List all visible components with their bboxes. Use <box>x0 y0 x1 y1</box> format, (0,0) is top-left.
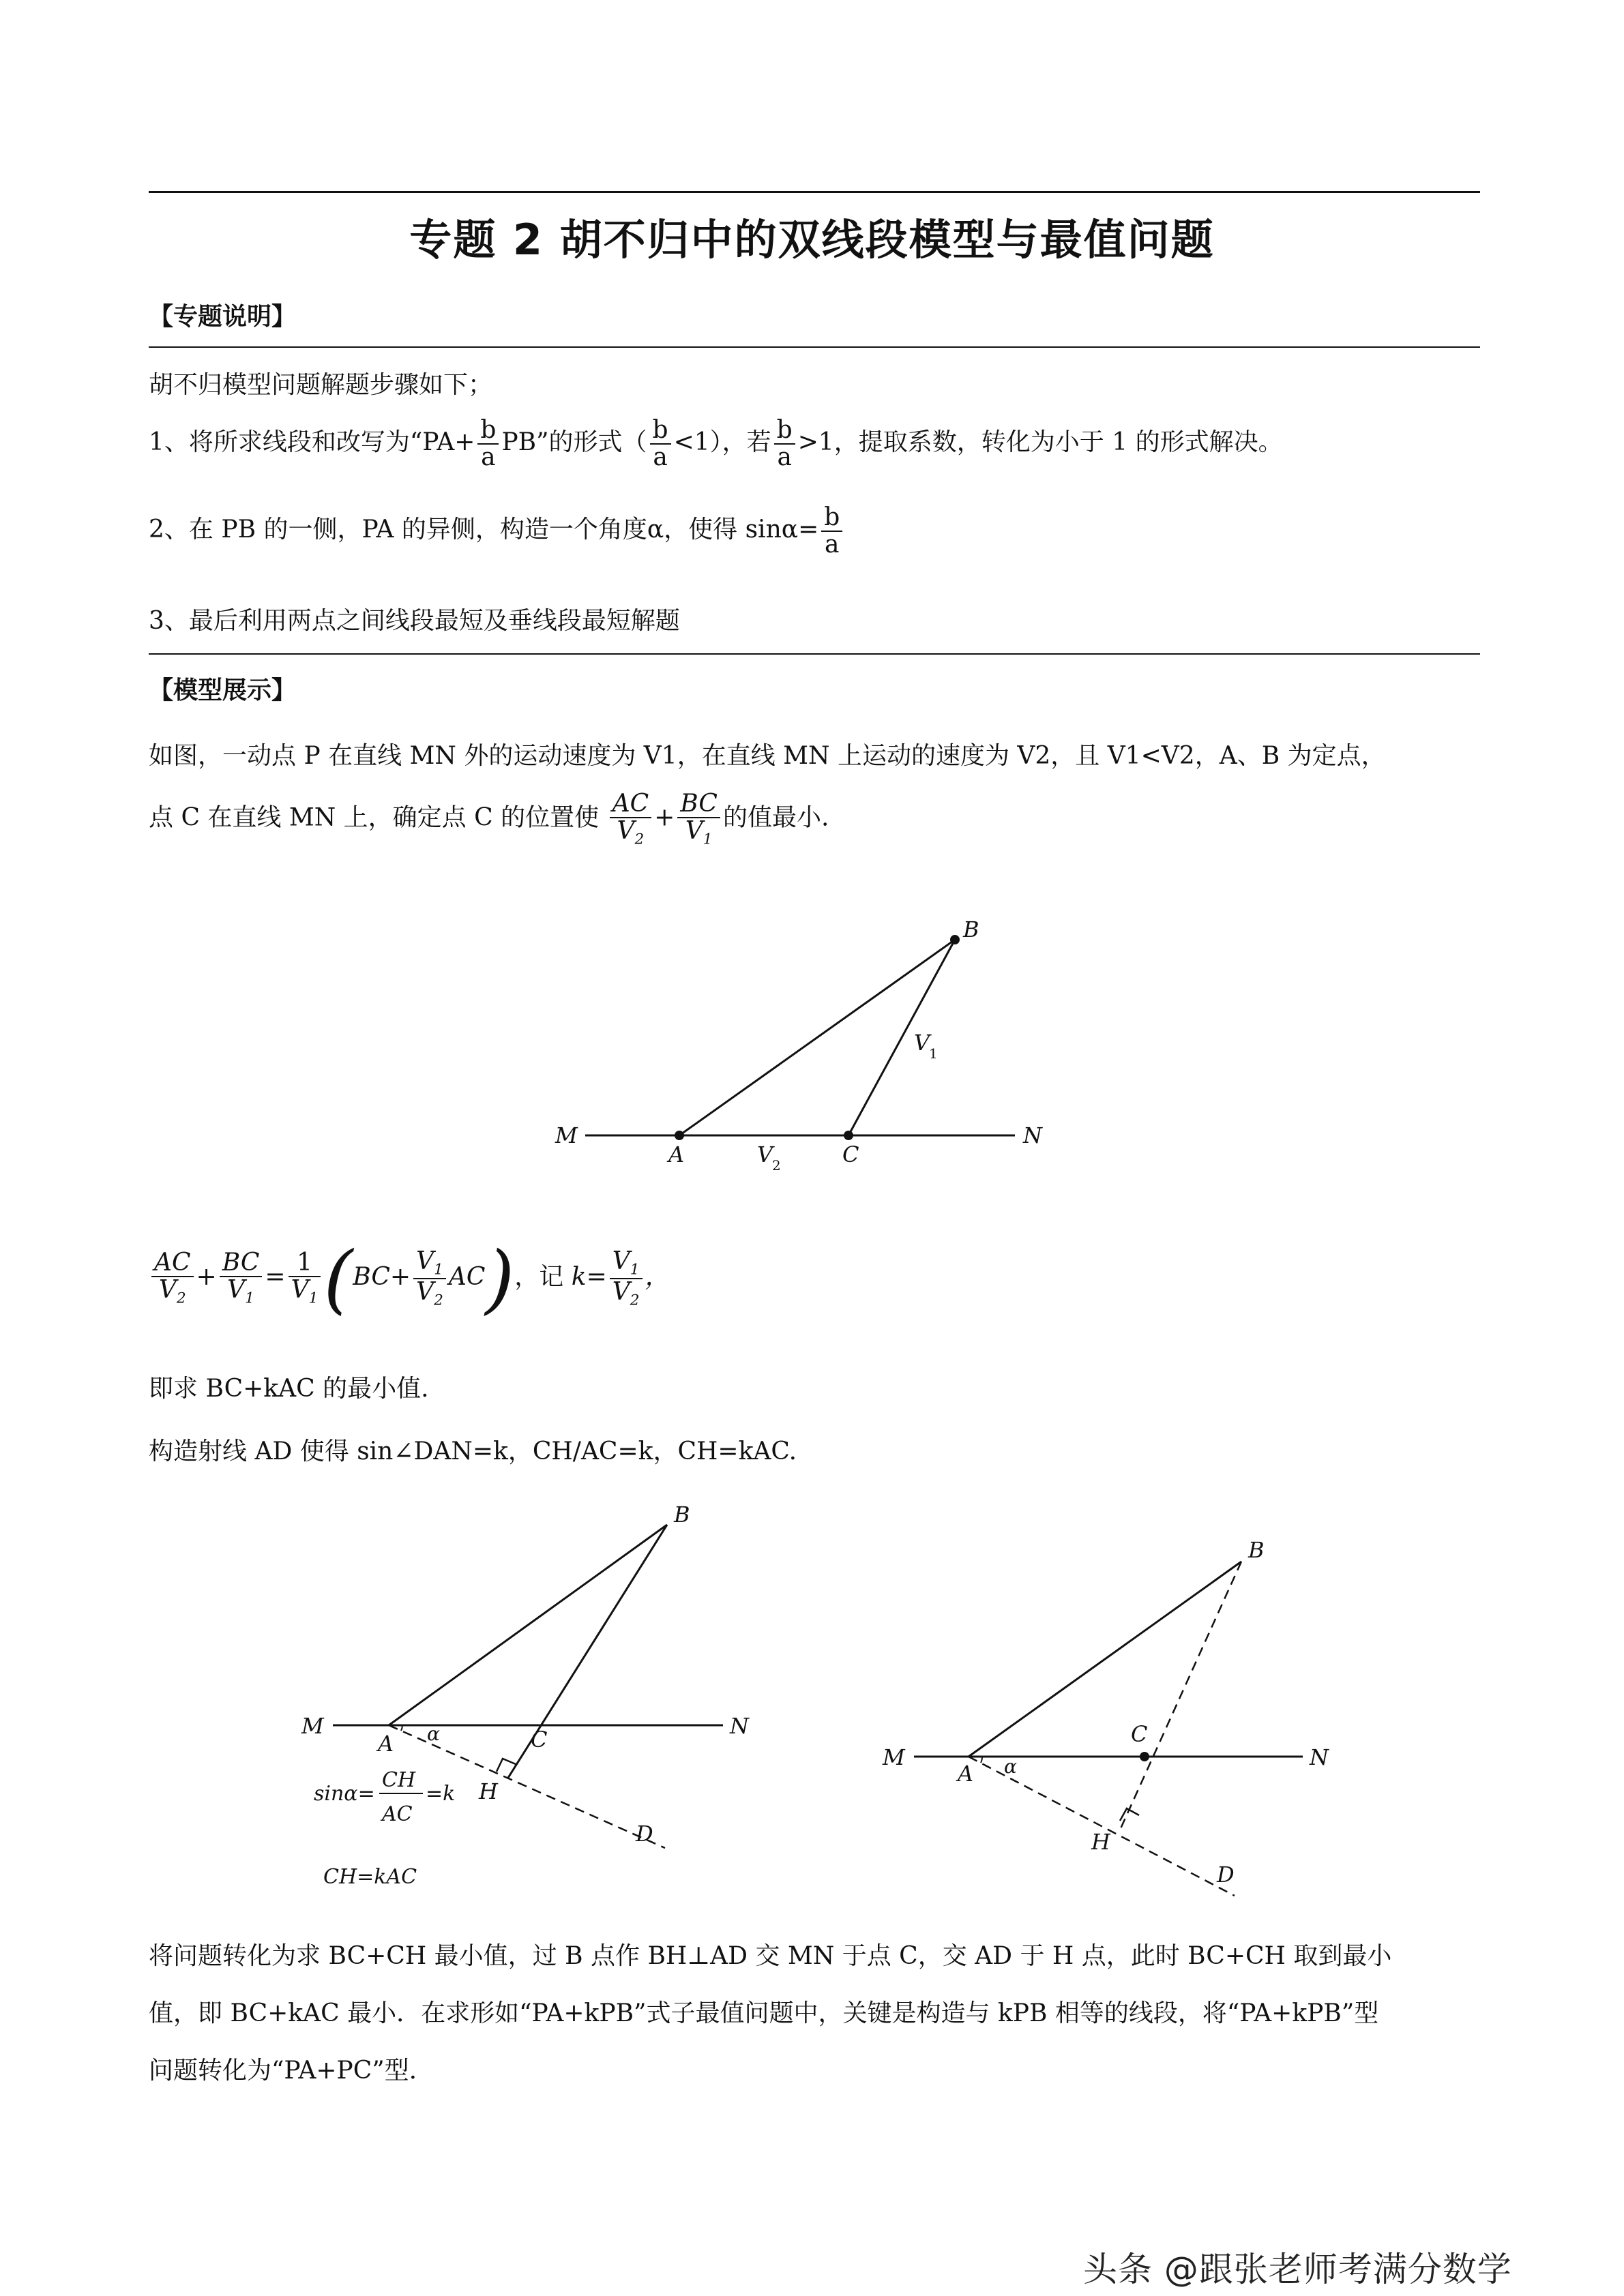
point-a <box>675 1131 684 1140</box>
para2-text-b: 的值最小. <box>722 803 829 832</box>
fraction-b-over-a: $\frac{b}{a}$ <box>774 417 795 471</box>
label-m: M <box>883 1744 905 1770</box>
label-alpha: α <box>1004 1755 1017 1778</box>
fraction-ac-v2: $\frac{AC}{V_2}$ <box>151 1250 194 1307</box>
label-v2-sub: 2 <box>772 1157 781 1174</box>
eq-k: =k <box>426 1782 456 1806</box>
label-c: C <box>842 1142 859 1167</box>
fraction-bc-v1: $\frac{BC}{V_1}$ <box>677 791 720 848</box>
segment-ab <box>969 1562 1241 1757</box>
rule-2 <box>149 653 1480 655</box>
fraction-b-over-a: $\frac{b}{a}$ <box>477 417 499 471</box>
point-c <box>1140 1752 1149 1761</box>
paragraph-4: 构造射线 AD 使得 sin∠DAN=k，CH/AC=k，CH=kAC. <box>149 1437 797 1465</box>
label-m: M <box>301 1713 324 1739</box>
segment-ab <box>389 1525 667 1725</box>
figure-construction-right <box>873 1527 1350 1909</box>
label-a: A <box>378 1731 394 1757</box>
label-n: N <box>1023 1122 1042 1148</box>
step1-part-b: PB”的形式（ <box>501 428 647 456</box>
section-heading-explanation: 【专题说明】 <box>149 303 297 331</box>
segment-bh <box>1119 1562 1241 1833</box>
fraction-v1-v2: $\frac{V_1}{V_2}$ <box>610 1249 643 1309</box>
formula-line: $\frac{AC}{V_2}$ + $\frac{BC}{V_1}$ = $\frac{1}{V_1}$ (BC+ $\frac{V_1}{V_2}$ AC)，记 k= $\frac{V_1}{V_2}$ ， <box>149 1241 670 1316</box>
label-v1: V <box>914 1030 930 1056</box>
ch-eq-kac: CH=kAC <box>323 1865 417 1889</box>
step1-part-d: >1，提取系数，转化为小于 1 的形式解决。 <box>797 428 1283 456</box>
intro-text: 胡不归模型问题解题步骤如下； <box>149 371 493 399</box>
point-b <box>950 935 960 944</box>
label-n: N <box>730 1713 749 1739</box>
frac-ch: CH <box>382 1768 416 1792</box>
point-c <box>844 1131 853 1140</box>
paragraph-5: 将问题转化为求 BC+CH 最小值，过 B 点作 BH⊥AD 交 MN 于点 C，交 AD 于 H 点，此时 BC+CH 取到最小 <box>149 1942 1392 1970</box>
figure-construction-left <box>293 1493 771 1903</box>
label-h: H <box>1091 1829 1110 1855</box>
label-n: N <box>1310 1744 1329 1770</box>
label-m: M <box>555 1122 578 1148</box>
label-b: B <box>963 916 979 942</box>
label-alpha: α <box>427 1723 440 1745</box>
label-c: C <box>1131 1721 1148 1747</box>
right-angle-marker <box>1120 1808 1139 1821</box>
paragraph-7: 问题转化为“PA+PC”型. <box>149 2057 417 2085</box>
step2-text: 2、在 PB 的一侧，PA 的异侧，构造一个角度α，使得 sinα= <box>149 515 819 543</box>
sin-label: sinα= <box>314 1782 375 1806</box>
paragraph-6: 值，即 BC+kAC 最小．在求形如“PA+kPB”式子最值问题中，关键是构造与 kPB 相等的线段，将“PA+kPB”型 <box>149 1999 1379 2027</box>
step-3: 3、最后利用两点之间线段最短及垂线段最短解题 <box>149 607 680 635</box>
para2-text-a: 点 C 在直线 MN 上，确定点 C 的位置使 <box>149 803 600 832</box>
label-b: B <box>1248 1537 1265 1563</box>
paragraph-1: 如图，一动点 P 在直线 MN 外的运动速度为 V1，在直线 MN 上运动的速度为 V2，且 V1<V2，A、B 为定点， <box>149 742 1386 770</box>
fraction-1-v1: $\frac{1}{V_1}$ <box>289 1250 321 1307</box>
label-a: A <box>668 1142 685 1167</box>
fraction-bc-v1: $\frac{BC}{V_1}$ <box>220 1250 263 1307</box>
fraction-ac-v2: $\frac{AC}{V_2}$ <box>610 791 652 848</box>
label-h: H <box>479 1778 498 1804</box>
page-title: 专题 2 胡不归中的双线段模型与最值问题 <box>409 215 1215 265</box>
step1-part-a: 1、将所求线段和改写为“PA+ <box>149 428 475 456</box>
label-v2: V <box>757 1142 773 1167</box>
step1-part-c: <1），若 <box>673 428 771 456</box>
label-b: B <box>674 1502 690 1527</box>
paragraph-3: 即求 BC+kAC 的最小值. <box>149 1375 429 1403</box>
label-v1-sub: 1 <box>929 1045 938 1062</box>
fraction-b-over-a: $\frac{b}{a}$ <box>821 505 842 558</box>
step-1 <box>149 417 1283 471</box>
watermark: 头条 @跟张老师考满分数学 <box>1083 2250 1512 2289</box>
rule-1 <box>149 346 1480 348</box>
label-a: A <box>958 1761 974 1787</box>
figure-triangle-abc <box>555 907 1091 1193</box>
segment-cb <box>848 940 955 1135</box>
frac-ac: AC <box>382 1802 413 1826</box>
label-c: C <box>531 1727 548 1753</box>
paragraph-2: 点 C 在直线 MN 上，确定点 C 的位置使 $\frac{AC}{V_2}$ + $\frac{BC}{V_1}$ 的值最小. <box>149 790 829 848</box>
top-rule <box>149 191 1480 193</box>
step-2 <box>149 505 845 558</box>
section-heading-model: 【模型展示】 <box>149 676 297 704</box>
label-d: D <box>636 1821 653 1847</box>
fraction-v1-v2: $\frac{V_1}{V_2}$ <box>413 1249 446 1309</box>
label-d: D <box>1217 1862 1235 1888</box>
fraction-b-over-a: $\frac{b}{a}$ <box>650 417 671 471</box>
